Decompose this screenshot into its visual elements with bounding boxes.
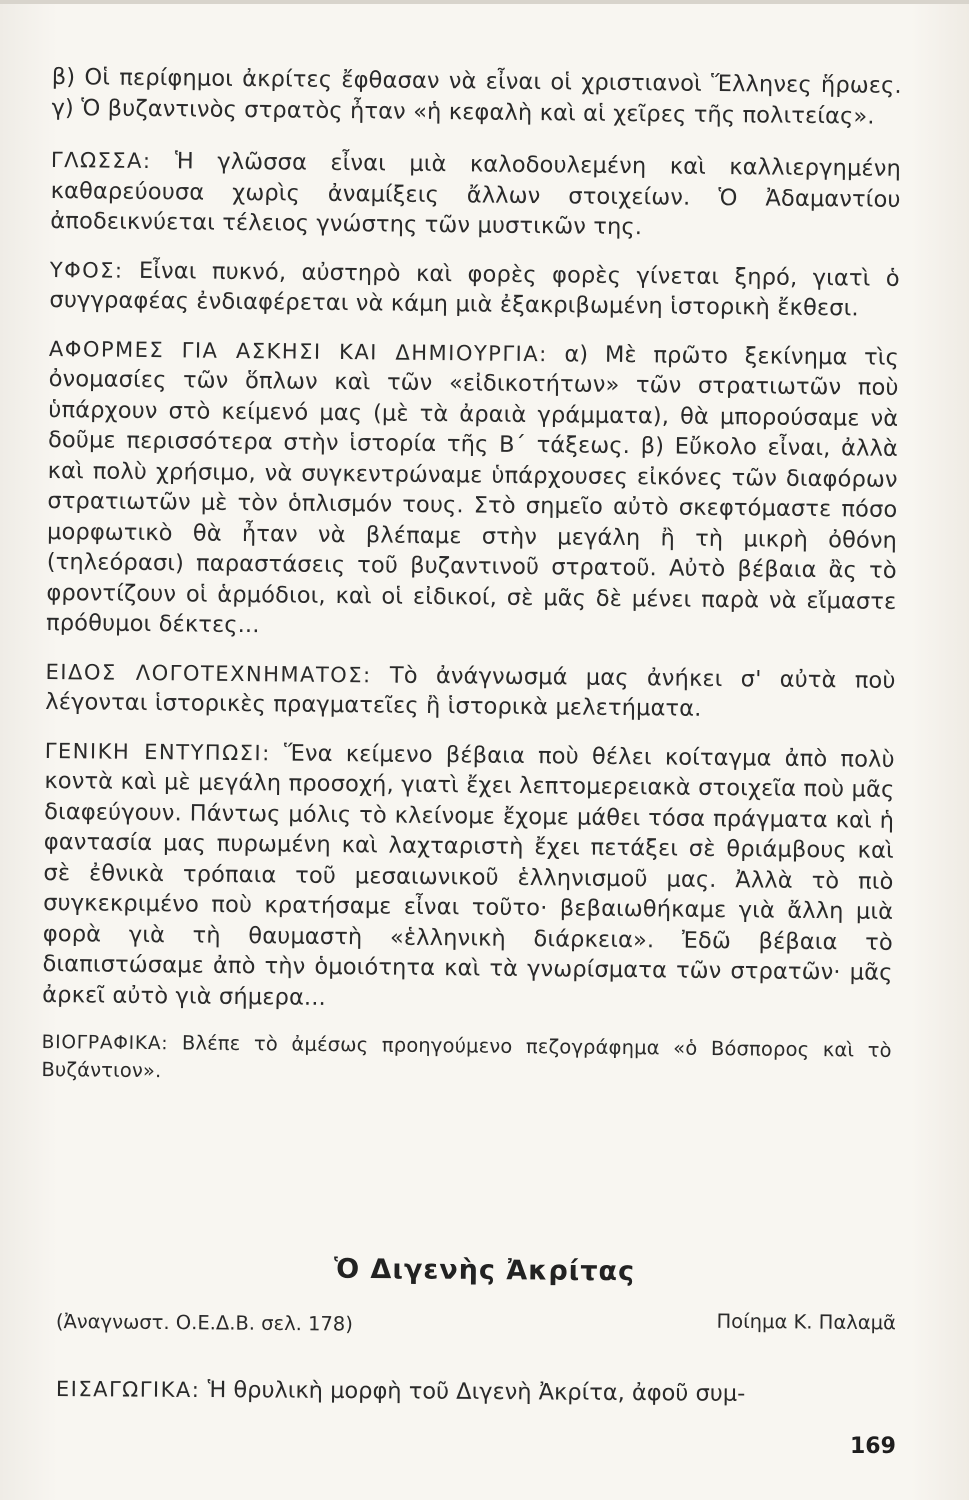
aformes-text: α) Μὲ πρῶτο ξεκίνημα τὶς ὀνομασίες τῶν ὅπλων καὶ τῶν «εἰδικοτήτων» τῶν στρατιωτῶν ποὺ ὑπάρχουν στὸ κείμενό μας (μὲ τὰ ἀραιὰ γράμματα), θὰ μπορούσαμε νὰ δοῦμε περισσότερα στὴν ἱστορία τῆς Β´ τάξεως. β) Εὔκολο εἶναι, ἀλλὰ καὶ πολὺ χρήσιμο, νὰ συγκεντρώναμε ὑπάρχουσες εἰκόνες τῶν διαφόρων στρατιωτῶν μὲ τὸν ὁπλισμόν τους. Στὸ σημεῖο αὐτὸ σκεφτόμαστε πόσο μορφωτικὸ θὰ ἦταν νὰ βλέπαμε στὴν μεγάλη ἢ τὴ μικρὴ ὀθόνη (τηλεόρασι) παραστάσεις τοῦ βυζαντινοῦ στρατοῦ. Αὐτὸ βέβαια ἂς τὸ φροντίζουν οἱ ἁρμόδιοι, καὶ οἱ εἰδικοί, σὲ μᾶς δὲ μένει παρὰ νὰ εἴμαστε πρόθυμοι δέκτες... xyxy=(45,340,900,639)
eidos-heading: ΕΙΔΟΣ ΛΟΓΟΤΕΧΝΗΜΑΤΟΣ: xyxy=(45,659,372,687)
geniki-heading: ΓΕΝΙΚΗ ΕΝΤΥΠΩΣΙ: xyxy=(44,738,271,765)
paragraph-intro xyxy=(51,62,902,132)
yfos-heading: ΥΦΟΣ: xyxy=(49,257,124,283)
section-geniki xyxy=(42,735,895,1018)
page-number: 169 xyxy=(850,1434,896,1459)
source-line xyxy=(55,1309,897,1336)
page-top-edge xyxy=(0,0,969,4)
glossa-heading: ΓΛΩΣΣΑ: xyxy=(50,147,152,174)
section-eisagogika xyxy=(56,1376,901,1408)
eisagogika-heading: ΕΙΣΑΓΩΓΙΚΑ: xyxy=(55,1377,201,1403)
main-text-block xyxy=(41,62,902,1110)
section-yfos xyxy=(49,254,900,324)
eisagogika-text: Ἡ θρυλικὴ μορφὴ τοῦ Διγενὴ Ἀκρίτα, ἀφοῦ συμ- xyxy=(207,1377,746,1407)
viografika-heading: ΒΙΟΓΡΑΦΙΚΑ: xyxy=(41,1031,169,1055)
paragraph-intro-text: β) Οἱ περίφημοι ἀκρίτες ἔφθασαν νὰ εἶναι οἱ χριστιανοὶ Ἕλληνες ἥρωες. γ) Ὁ βυζαντινὸς στρατὸς ἦταν «ἡ κεφαλὴ καὶ αἱ χεῖρες τῆς πολιτείας». xyxy=(51,63,902,130)
poem-title: Ὁ Διγενὴς Ἀκρίτας xyxy=(333,1253,636,1288)
geniki-text: Ἕνα κείμενο βέβαια ποὺ θέλει κοίταγμα ἀπὸ πολὺ κοντὰ καὶ μὲ μεγάλη προσοχή, γιατὶ ἔχει λεπτομερειακὰ στοιχεῖα ποὺ μᾶς διαφεύγουν. Πάντως μόλις τὸ κλείνομε ἔχομε μάθει τόσα πράγματα καὶ ἡ φαντασία μας πυρωμένη καὶ λαχταριστὴ ἔχει πετάξει σὲ θριάμβους καὶ σὲ ἐθνικὰ τρόπαια τοῦ μεσαιωνικοῦ ἑλληνισμοῦ μας. Ἀλλὰ τὸ πιὸ συγκεκριμένο ποὺ κρατήσαμε εἶναι τοῦτο· βεβαιωθήκαμε γιὰ ἄλλη μιὰ φορὰ γιὰ τὴ θαυμαστὴ «ἑλληνικὴ διάρκεια». Ἐδῶ βέβαια τὸ διαπιστώσαμε ἀπὸ τὴν ὁμοιότητα καὶ τὰ γνωρίσματα τῶν στρατῶν· μᾶς ἀρκεῖ αὐτὸ γιὰ σήμερα... xyxy=(42,739,895,1011)
section-viografika xyxy=(41,1028,892,1092)
section-aformes xyxy=(46,333,899,647)
poet-credit: Ποίημα Κ. Παλαμᾶ xyxy=(716,1309,897,1335)
yfos-text: Εἶναι πυκνό, αὐστηρὸ καὶ φορὲς φορὲς γίνεται ξηρό, γιατὶ ὁ συγγραφέας ἐνδιαφέρεται νὰ κάμη μιὰ ἐξακριβωμένη ἱστορικὴ ἔκθεσι. xyxy=(49,257,900,322)
viografika-text: Βλέπε τὸ ἀμέσως προηγούμενο πεζογράφημα «ὁ Βόσπορος καὶ τὸ Βυζάντιον». xyxy=(41,1031,892,1083)
glossa-text: Ἡ γλῶσσα εἶναι μιὰ καλοδουλεμένη καὶ καλλιεργημένη καθαρεύουσα χωρὶς ἀναμίξεις ἄλλων στοιχείων. Ὁ Ἀδαμαντίου ἀποδεικνύεται τέλειος γνώστης τῶν μυστικῶν της. xyxy=(50,148,902,241)
section-glossa xyxy=(50,145,901,245)
source-reference: (Ἀναγνωστ. Ο.Ε.Δ.Β. σελ. 178) xyxy=(55,1310,353,1336)
aformes-heading: ΑΦΟΡΜΕΣ ΓΙΑ ΑΣΚΗΣΙ ΚΑΙ ΔΗΜΙΟΥΡΓΙΑ: xyxy=(48,336,548,366)
section-eidos xyxy=(45,656,896,726)
eidos-text: Τὸ ἀνάγνωσμά μας ἀνήκει σ' αὐτὰ ποὺ λέγονται ἱστορικὲς πραγματεῖες ἢ ἱστορικὰ μελετήματα. xyxy=(45,662,896,722)
